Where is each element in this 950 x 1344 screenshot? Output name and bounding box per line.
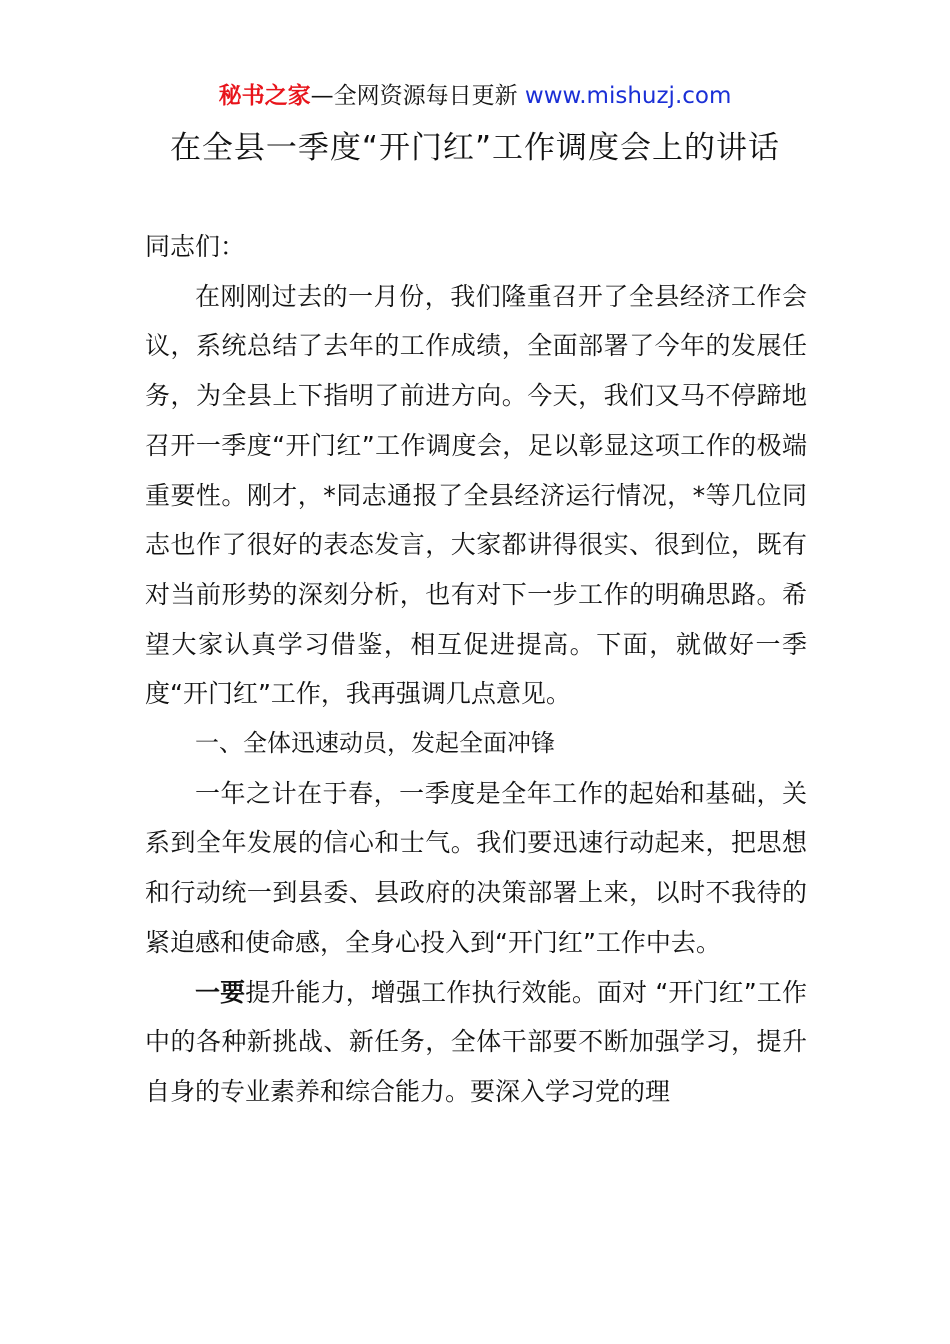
banner-tagline: —全网资源每日更新 <box>310 83 518 109</box>
paragraph-point-1 <box>145 968 807 1117</box>
speech-body <box>145 222 807 1117</box>
brand-name: 秘书之家 <box>218 83 311 109</box>
salutation: 同志们： <box>145 232 246 261</box>
point-lead: 一要 <box>195 977 246 1007</box>
paragraph-section-1: 一年之计在于春，一季度是全年工作的起始和基础，关系到全年发展的信心和士气。我们要迅速行动起来，把思想和行动统一到县委、县政府的决策部署上来，以时不我待的紧迫感和使命感，全身心投入到“开门红”工作中去。 <box>145 778 807 957</box>
page-title: 在全县一季度“开门红”工作调度会上的讲话 <box>169 130 781 166</box>
paragraph-intro: 在刚刚过去的一月份，我们隆重召开了全县经济工作会议，系统总结了去年的工作成绩，全面部署了今年的发展任务，为全县上下指明了前进方向。今天，我们又马不停蹄地召开一季度“开门红”工作调度会，足以彰显这项工作的极端重要性。刚才，*同志通报了全县经济运行情况，*等几位同志也作了很好的表态发言，大家都讲得很实、很到位，既有对当前形势的深刻分析，也有对下一步工作的明确思路。希望大家认真学习借鉴，相互促进提高。下面，就做好一季度“开门红”工作，我再强调几点意见。 <box>145 281 807 709</box>
site-banner <box>0 82 950 110</box>
site-url-link[interactable]: www.mishuzj.com <box>524 83 732 109</box>
section-heading-1: 一、全体迅速动员，发起全面冲锋 <box>195 729 555 758</box>
point-text: 提升能力，增强工作执行效能。面对 “开门红”工作中的各种新挑战、新任务，全体干部要不断加强学习，提升自身的专业素养和综合能力。要深入学习党的理 <box>145 977 807 1106</box>
